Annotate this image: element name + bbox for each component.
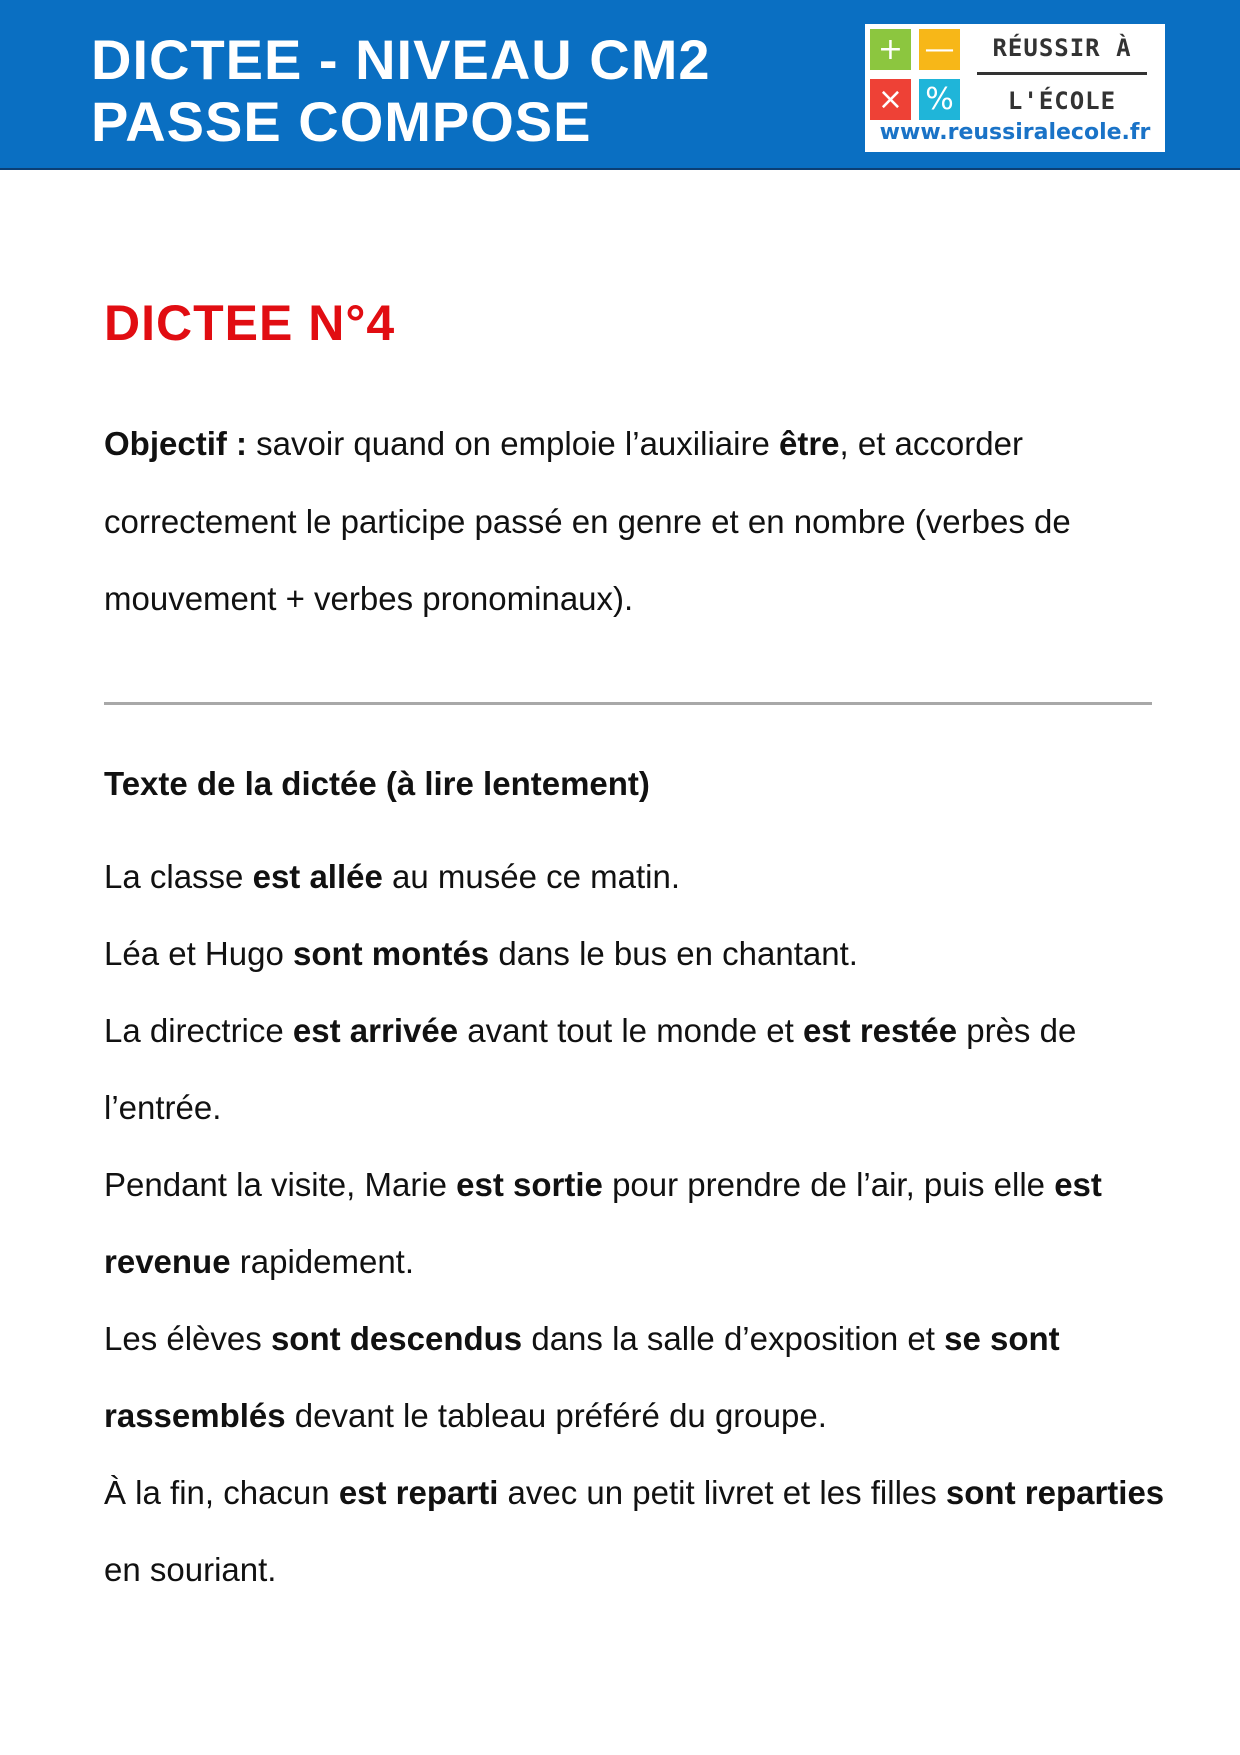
site-logo [865,24,1165,152]
section-divider [104,702,1152,705]
objective-bold-word: être [778,425,840,462]
plus-icon: + [870,29,911,70]
sentence-verb: est revenue [104,1166,1102,1280]
header-title-line-2: PASSE COMPOSE [91,90,592,153]
logo-word-ecole: L'ÉCOLE [1007,87,1117,115]
sentence-text: devant le tableau préféré du groupe. [285,1397,827,1434]
sentence-text: au musée ce matin. [382,858,681,895]
sentence-verb: sont descendus [270,1320,523,1357]
sentence-text: avec un petit livret et les filles [498,1474,946,1511]
dictation-sentence [104,992,1174,1146]
header-title [91,29,711,153]
header-banner [0,0,1240,170]
minus-icon: — [919,29,960,70]
objective-paragraph [104,405,1164,638]
percent-icon: % [919,79,960,120]
sentence-text: À la fin, chacun [104,1474,339,1511]
sentence-text: La classe [104,858,253,895]
objective-text-1: savoir quand on emploie l’auxiliaire [247,425,779,462]
sentence-text: Les élèves [104,1320,271,1357]
sentence-verb: est arrivée [292,1012,459,1049]
dictation-sentence [104,838,1174,915]
page-title: DICTEE N°4 [104,295,396,351]
sentence-text: La directrice [104,1012,293,1049]
logo-word-reussir: RÉUSSIR À [992,34,1132,62]
sentence-text: près de l’entrée. [104,1012,1077,1126]
dictation-sentence [104,1146,1174,1300]
sentence-verb: est restée [802,1012,958,1049]
multiply-icon: × [870,79,911,120]
sentence-text: Léa et Hugo [104,935,293,972]
sentence-text: dans le bus en chantant. [489,935,858,972]
logo-divider [977,72,1147,75]
objective-label: Objectif : [104,425,248,462]
sentence-verb: sont montés [292,935,490,972]
sentence-verb: est allée [252,858,383,895]
dictation-sentence [104,915,1174,992]
dictation-sentence [104,1300,1174,1454]
sentence-verb: se sont rassemblés [104,1320,1060,1434]
sentence-text: Pendant la visite, Marie [104,1166,457,1203]
objective-text-2: , et accorder correctement le participe passé en genre et en nombre (verbes de mouvement + verbes pronominaux). [104,425,1071,617]
sentence-verb: est sortie [456,1166,603,1203]
logo-icon-grid [870,29,965,124]
sentence-verb: sont reparties [945,1474,1165,1511]
sentence-text: dans la salle d’exposition et [522,1320,945,1357]
sentence-text: rapidement. [230,1243,415,1280]
dictation-text [104,838,1174,1608]
dictation-sentence [104,1454,1174,1608]
section-heading: Texte de la dictée (à lire lentement) [104,765,650,802]
sentence-text: pour prendre de l’air, puis elle [602,1166,1055,1203]
sentence-text: avant tout le monde et [458,1012,803,1049]
sentence-text: en souriant. [104,1551,277,1588]
header-title-line-1: DICTEE - NIVEAU CM2 [91,28,711,91]
sentence-verb: est reparti [338,1474,499,1511]
logo-url: www.reussiralecole.fr [879,120,1151,145]
